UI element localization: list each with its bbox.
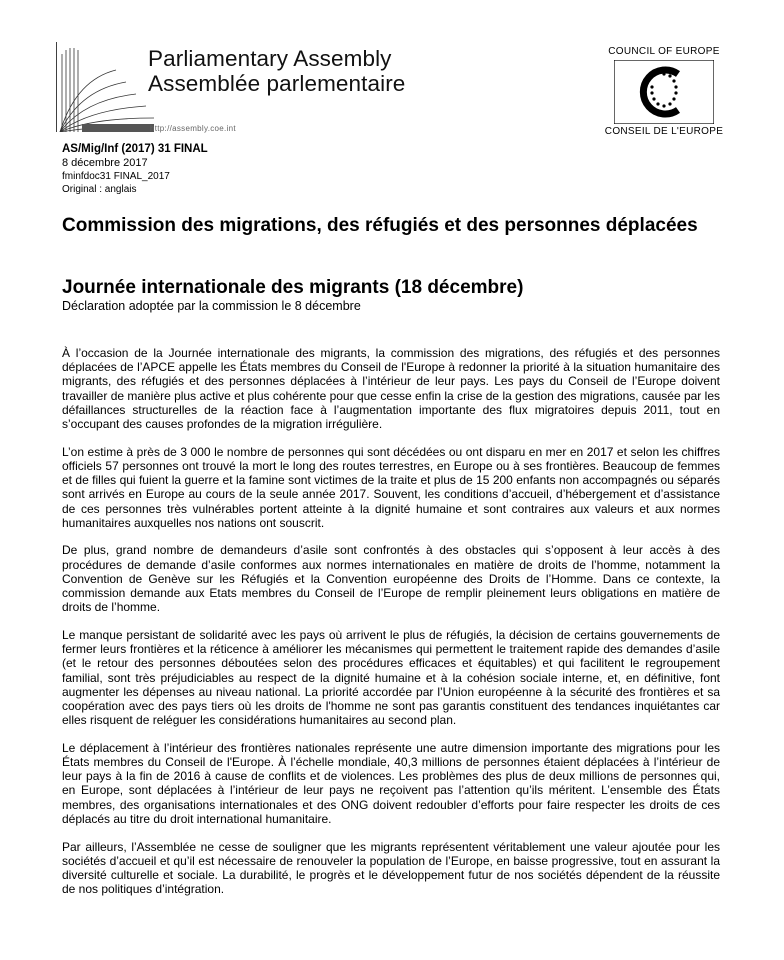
paragraph: Par ailleurs, l’Assemblée ne cesse de souligner que les migrants représentent véritablement une valeur ajoutée pour les sociétés d’accueil et qu’il est nécessaire de renouveler la population de l’Europe, en baisse progressive, tout en assurant la diversité culturelle et sociale. La durabilité, le progrès et le développement futur de nos sociétés dépendent de la réussite de nos politiques d’intégration. [62,839,720,897]
document-body [62,346,720,910]
document-code: AS/Mig/Inf (2017) 31 FINAL [62,143,208,155]
parliamentary-assembly-logo [56,40,156,132]
page-title: Journée internationale des migrants (18 décembre) [62,277,524,298]
coe-emblem-icon [614,60,714,124]
paragraph: Le déplacement à l’intérieur des frontières nationales représente une autre dimension importante des migrations pour les États membres du Conseil de l'Europe. À l’échelle mondiale, 40,3 millions de personnes étaient déplacées à l’intérieur de leur pays à la fin de 2016 à cause de conflits et de violences. Les problèmes des plus de deux millions de personnes qui, en Europe, sont déplacées à l’intérieur de leur pays ne reçoivent pas l’attention qu’ils méritent. L’ensemble des États membres, des organisations internationales et des ONG doivent redoubler d’efforts pour faire respecter les droits de ces déplacés au titre du droit international humanitaire. [62,740,720,826]
document-original-language: Original : anglais [62,184,137,195]
committee-title: Commission des migrations, des réfugiés et des personnes déplacées [62,215,698,236]
paragraph: Le manque persistant de solidarité avec les pays où arrivent le plus de réfugiés, la décision de certains gouvernements de fermer leurs frontières et la réticence à améliorer les mécanismes qui permettent le traitement rapide des demandes d’asile (et le retour des personnes déboutées selon des procédures efficaces et équitables) et qui facilitent le regroupement familial, sont très préjudiciables au respect de la dignité humaine et à la cohésion sociale interne, et, en définitive, font augmenter les dépenses au niveau national. La priorité accordée par l’Union européenne à la sécurité des frontières et sa coopération avec des pays tiers où les droits de l'homme ne sont pas garantis constituent des tendances inquiétantes car elles risquent de reléguer les considérations humanitaires au second plan. [62,627,720,728]
coe-name-en: COUNCIL OF EUROPE [608,46,720,57]
document-header [0,0,784,140]
assembly-url: http://assembly.coe.int [150,124,236,133]
paragraph: De plus, grand nombre de demandeurs d’asile sont confrontés à des obstacles qui s’opposent à leur accès à des procédures de demande d’asile conformes aux normes internationales en matière de droits de l’homme, notamment la Convention de Genève sur les Réfugiés et la Convention européenne des Droits de l’Homme. Dans ce contexte, la commission demande aux Etats membres du Conseil de l’Europe de remplir pleinement leurs obligations en matière de droits de l’homme. [62,543,720,615]
page-subtitle: Déclaration adoptée par la commission le 8 décembre [62,299,361,313]
paragraph: L’on estime à près de 3 000 le nombre de personnes qui sont décédées ou ont disparu en mer en 2017 et selon les chiffres officiels 57 personnes ont trouvé la mort le long des routes terrestres, en Europe ou à ses frontières. Beaucoup de femmes et de filles qui fuient la guerre et la famine sont victimes de la traite et plus de 15 200 enfants non accompagnés ou séparés sont arrivés en Europe au cours de la seule année 2017. Souvent, les conditions d’accueil, d’hébergement et d’assistance de ces personnes très vulnérables portent atteinte à la dignité humaine et sont contraires aux valeurs et aux normes humanitaires auxquelles nos nations ont souscrit. [62,444,720,530]
council-of-europe-logo [596,46,732,137]
document-file: fminfdoc31 FINAL_2017 [62,171,170,182]
coe-name-fr: CONSEIL DE L'EUROPE [604,126,724,137]
assembly-name-en: Parliamentary Assembly [148,46,392,71]
paragraph: À l’occasion de la Journée internationale des migrants, la commission des migrations, des réfugiés et des personnes déplacées de l’APCE appelle les États membres du Conseil de l'Europe à redonner la priorité à la situation humanitaire des migrants, des réfugiés et des personnes déplacées à l’intérieur de leur pays. Les pays du Conseil de l’Europe doivent travailler de manière plus active et plus cohérente pour que cesse enfin la crise de la gestion des migrations, causée par les défaillances structurelles de la réaction face à l’augmentation importante des flux migratoires depuis 2011, tout en s’occupant des causes profondes de la migration irrégulière. [62,346,720,432]
assembly-name-fr: Assemblée parlementaire [148,71,406,96]
document-date: 8 décembre 2017 [62,157,148,169]
document-reference [62,142,208,196]
assembly-name [148,46,405,96]
